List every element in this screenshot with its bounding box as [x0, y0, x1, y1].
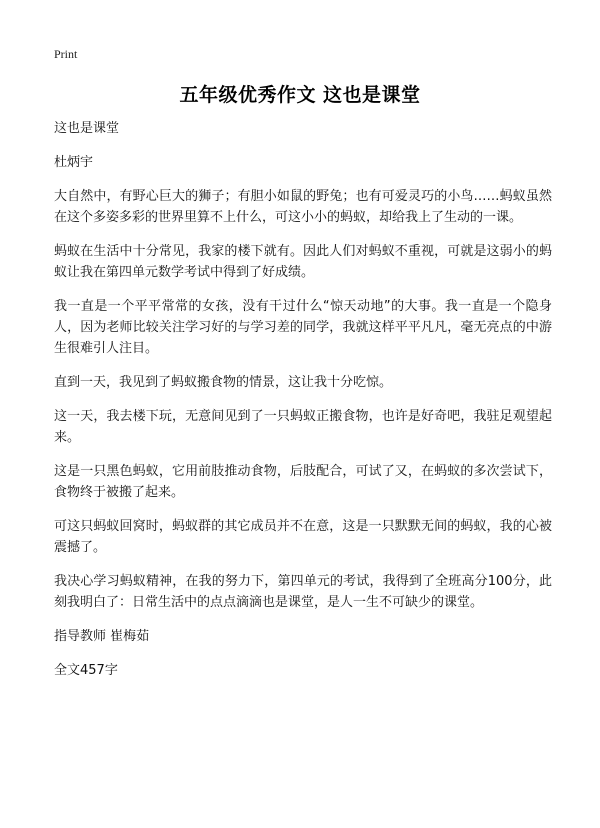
paragraph: 这是一只黑色蚂蚁，它用前肢推动食物，后肢配合，可试了又，在蚂蚁的多次尝试下，食物终于被搬了起来。	[54, 464, 552, 500]
paragraph: 可这只蚂蚁回窝时，蚂蚁群的其它成员并不在意，这是一只默默无间的蚂蚁，我的心被震撼了。	[54, 519, 552, 555]
teacher-credit: 指导教师 崔梅茹	[54, 629, 150, 644]
paragraph: 这一天，我去楼下玩，无意间见到了一只蚂蚁正搬食物，也许是好奇吧，我驻足观望起来。	[54, 409, 552, 445]
word-count: 全文457字	[54, 663, 118, 678]
paragraph: 我一直是一个平平常常的女孩，没有干过什么“惊天动地”的大事。我一直是一个隐身人，因为老师比较关注学习好的与学习差的同学，我就这样平平凡凡，毫无亮点的中游生很难引人注目。	[54, 299, 552, 356]
article-subtitle: 这也是课堂	[54, 121, 120, 136]
page-title: 五年级优秀作文 这也是课堂	[179, 84, 421, 106]
article-author: 杜炳宇	[54, 155, 94, 170]
paragraph: 直到一天，我见到了蚂蚁搬食物的情景，这让我十分吃惊。	[54, 375, 393, 390]
print-link[interactable]: Print	[54, 47, 78, 61]
paragraph: 我决心学习蚂蚁精神，在我的努力下，第四单元的考试，我得到了全班高分100分，此刻我明白了：日常生活中的点点滴滴也是课堂，是人一生不可缺少的课堂。	[54, 574, 552, 610]
article-body	[54, 118, 552, 694]
paragraph: 蚂蚁在生活中十分常见，我家的楼下就有。因此人们对蚂蚁不重视，可就是这弱小的蚂蚁让我在第四单元数学考试中得到了好成绩。	[54, 244, 552, 280]
paragraph: 大自然中，有野心巨大的狮子；有胆小如鼠的野兔；也有可爱灵巧的小鸟……蚂蚁虽然在这个多姿多彩的世界里算不上什么，可这小小的蚂蚁，却给我上了生动的一课。	[54, 189, 552, 225]
